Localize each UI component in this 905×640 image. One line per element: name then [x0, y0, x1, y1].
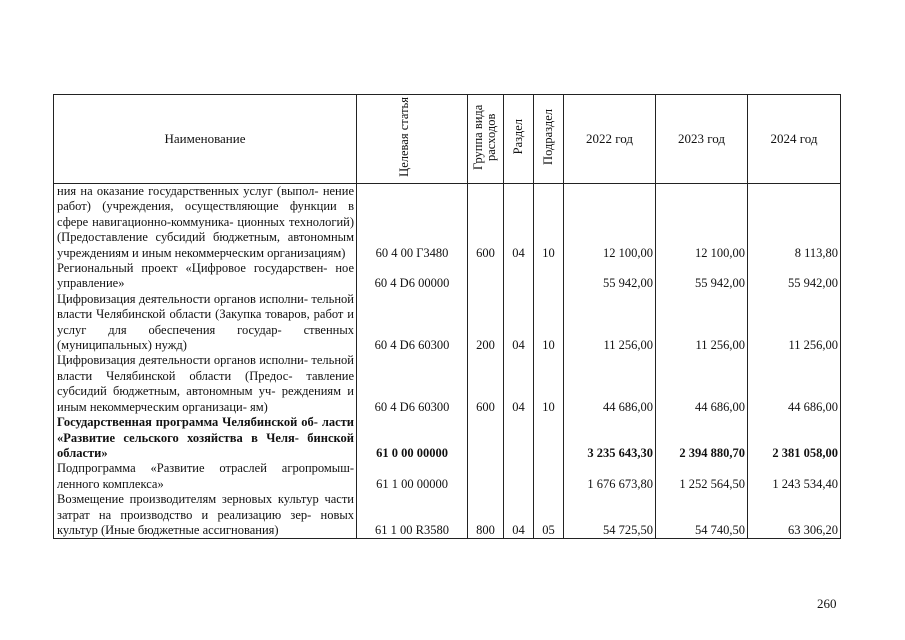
row-target-article-cell: 60 4 D6 60300: [357, 292, 468, 354]
row-2022-cell: 1 676 673,80: [564, 461, 656, 492]
row-target-article-cell: 61 0 00 00000: [357, 415, 468, 461]
row-2022-cell: 3 235 643,30: [564, 415, 656, 461]
row-name-cell: Цифровизация деятельности органов исполни- тельной власти Челябинской области (Закупка товаров, работ и услуг для обеспечения государ- ственных (муниципальных) нужд): [54, 292, 357, 354]
row-2024-cell: 2 381 058,00: [748, 415, 841, 461]
row-expense-group-cell: 800: [468, 492, 504, 539]
row-section-cell: 04: [504, 292, 534, 354]
table-header-row: [54, 95, 841, 184]
table-row: [54, 261, 841, 292]
header-name: Наименование: [54, 95, 357, 184]
header-section: Раздел: [504, 95, 534, 184]
row-subsection-cell: [534, 261, 564, 292]
row-2023-cell: 54 740,50: [656, 492, 748, 539]
row-2024-cell: 55 942,00: [748, 261, 841, 292]
row-subsection-cell: 05: [534, 492, 564, 539]
row-name-cell: Региональный проект «Цифровое государствен- ное управление»: [54, 261, 357, 292]
table-row: [54, 415, 841, 461]
row-2023-cell: 12 100,00: [656, 184, 748, 262]
header-target-article: Целевая статья: [357, 95, 468, 184]
row-expense-group-cell: [468, 461, 504, 492]
row-expense-group-cell: 600: [468, 353, 504, 415]
row-expense-group-cell: 200: [468, 292, 504, 354]
header-2023: 2023 год: [656, 95, 748, 184]
row-name-cell: ния на оказание государственных услуг (выпол- нение работ) (учреждения, осуществляющие функции в сфере навигационно-коммуника- ционных технологий) (Предоставление субсидий бюджетным, автономным учреждениям и иным некоммерческим организациям): [54, 184, 357, 262]
row-2024-cell: 44 686,00: [748, 353, 841, 415]
row-2023-cell: 11 256,00: [656, 292, 748, 354]
header-subsection: Подраздел: [534, 95, 564, 184]
row-expense-group-cell: [468, 261, 504, 292]
row-2024-cell: 63 306,20: [748, 492, 841, 539]
row-2023-cell: 2 394 880,70: [656, 415, 748, 461]
row-name-cell: Подпрограмма «Развитие отраслей агропромыш- ленного комплекса»: [54, 461, 357, 492]
row-2023-cell: 55 942,00: [656, 261, 748, 292]
row-section-cell: [504, 261, 534, 292]
row-2022-cell: 44 686,00: [564, 353, 656, 415]
row-section-cell: 04: [504, 492, 534, 539]
row-target-article-cell: 61 1 00 R3580: [357, 492, 468, 539]
table-row: [54, 292, 841, 354]
row-2022-cell: 12 100,00: [564, 184, 656, 262]
table-row: [54, 184, 841, 262]
table-body: [54, 184, 841, 539]
page-number: 260: [817, 596, 837, 611]
row-2024-cell: 11 256,00: [748, 292, 841, 354]
row-target-article-cell: 61 1 00 00000: [357, 461, 468, 492]
row-expense-group-cell: 600: [468, 184, 504, 262]
row-section-cell: [504, 461, 534, 492]
row-2022-cell: 54 725,50: [564, 492, 656, 539]
row-subsection-cell: 10: [534, 353, 564, 415]
row-2022-cell: 11 256,00: [564, 292, 656, 354]
row-2023-cell: 44 686,00: [656, 353, 748, 415]
row-name-cell: Возмещение производителям зерновых культур части затрат на производство и реализацию зер- новых культур (Иные бюджетные ассигнования): [54, 492, 357, 539]
header-2024: 2024 год: [748, 95, 841, 184]
table-row: [54, 461, 841, 492]
row-target-article-cell: 60 4 D6 00000: [357, 261, 468, 292]
row-section-cell: 04: [504, 184, 534, 262]
row-subsection-cell: 10: [534, 184, 564, 262]
table-row: [54, 492, 841, 539]
row-section-cell: [504, 415, 534, 461]
header-2022: 2022 год: [564, 95, 656, 184]
row-2024-cell: 8 113,80: [748, 184, 841, 262]
header-expense-group: Группа вида расходов: [468, 95, 504, 184]
row-name-cell: Государственная программа Челябинской об- ласти «Развитие сельского хозяйства в Челя- бинской области»: [54, 415, 357, 461]
table-row: [54, 353, 841, 415]
budget-table-container: [53, 94, 840, 539]
row-target-article-cell: 60 4 D6 60300: [357, 353, 468, 415]
row-subsection-cell: [534, 461, 564, 492]
row-2022-cell: 55 942,00: [564, 261, 656, 292]
row-2024-cell: 1 243 534,40: [748, 461, 841, 492]
row-subsection-cell: 10: [534, 292, 564, 354]
row-expense-group-cell: [468, 415, 504, 461]
row-target-article-cell: 60 4 00 Г3480: [357, 184, 468, 262]
row-subsection-cell: [534, 415, 564, 461]
row-name-cell: Цифровизация деятельности органов исполни- тельной власти Челябинской области (Предос- тавление субсидий бюджетным, автономным уч- реждениям и иным некоммерческим организаци- ям): [54, 353, 357, 415]
row-section-cell: 04: [504, 353, 534, 415]
budget-table: [53, 94, 841, 539]
row-2023-cell: 1 252 564,50: [656, 461, 748, 492]
